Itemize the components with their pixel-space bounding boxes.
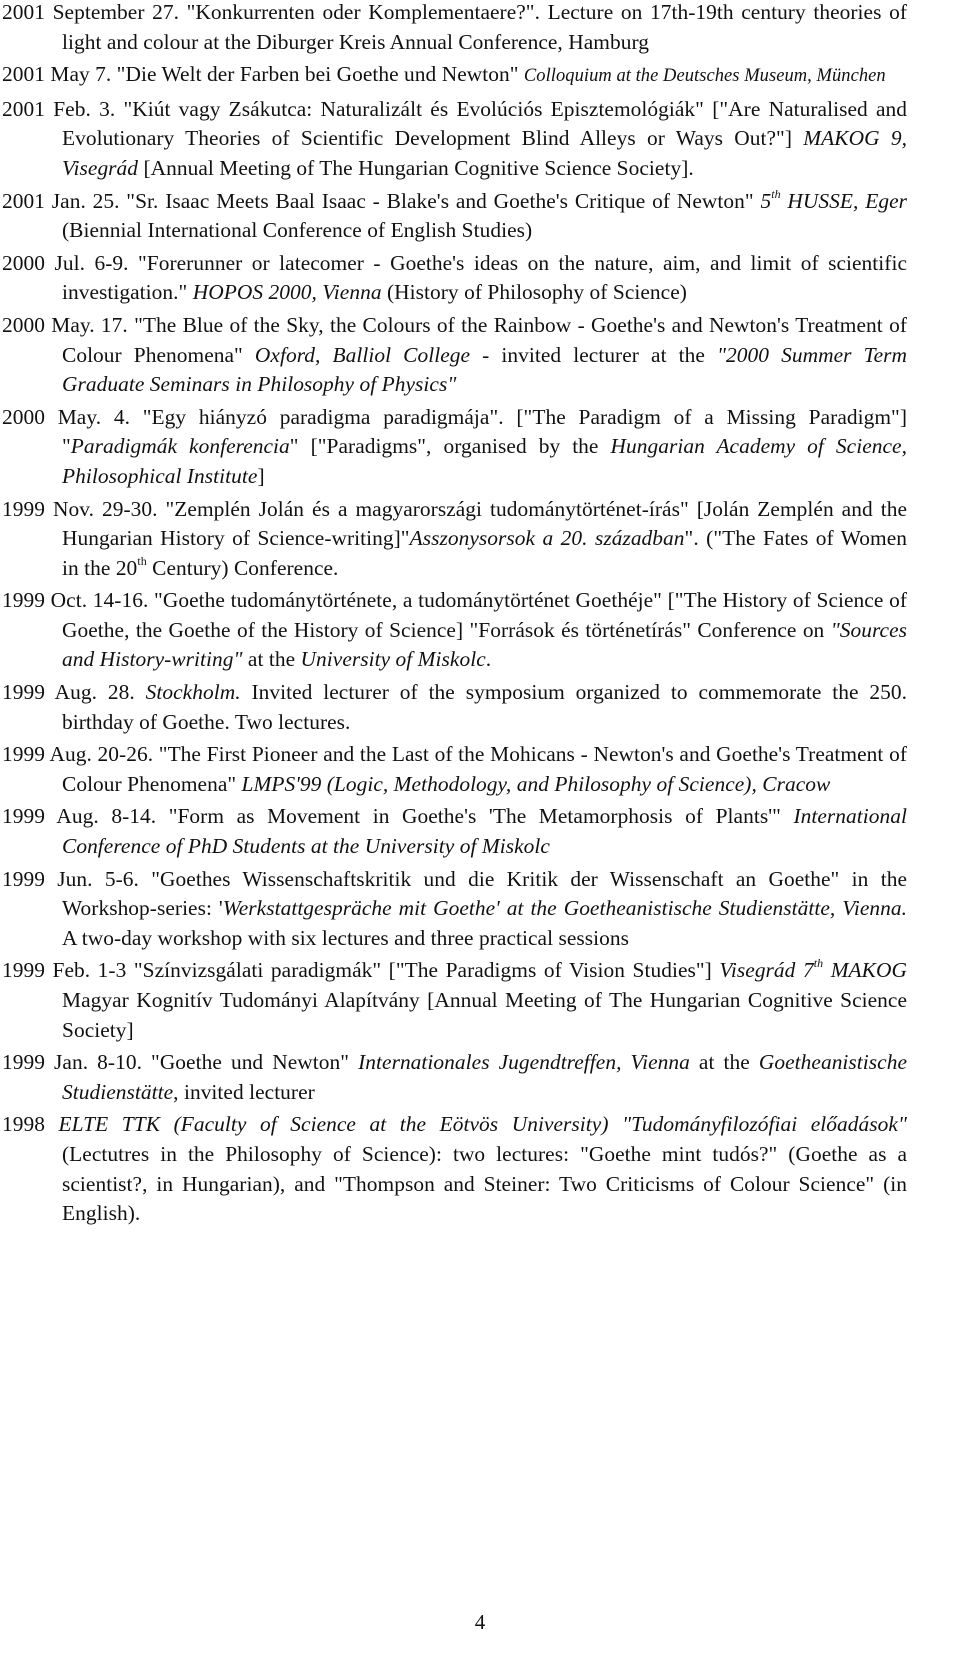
entry-text-segment: 1999 Aug. 8-14. "Form as Movement in Goethe's 'The Metamorphosis of Plants'" (2, 804, 794, 829)
entry-text-segment: , invited lecturer (173, 1079, 315, 1104)
entry-text-segment: MAKOG 9, Visegrád (62, 126, 907, 180)
entry-text-segment: Visegrád 7 (719, 958, 814, 983)
entry-text-segment: A two-day workshop with six lectures and three practical sessions (62, 925, 629, 950)
entry-text-segment: 1999 Jun. 5-6. "Goethes Wissenschaftskritik und die Kritik der Wissenschaft an Goethe" in the Workshop-series: ' (2, 866, 907, 921)
entry-text-segment: 2001 September 27. "Konkurrenten oder Komplementaere?". Lecture on 17th-19th century theories of light and colour at the Diburger Kreis Annual Conference, Hamburg (2, 0, 907, 54)
entry-text-segment: Asszonysorsok a 20. században (409, 526, 685, 551)
lecture-entry-2000-jul (2, 249, 907, 308)
entry-text-segment: at the (242, 647, 301, 672)
lecture-entry-2001-jan (2, 187, 907, 246)
entry-text-segment: [Annual Meeting of The Hungarian Cognitive Science Society]. (138, 155, 694, 180)
entry-text-segment: at the (689, 1050, 759, 1075)
entry-text-segment: International Conference of PhD Students at the University of Miskolc (62, 804, 907, 859)
entry-text-segment: University of Miskolc (300, 647, 486, 672)
lecture-list (2, 0, 907, 1232)
entry-text-segment: th (771, 186, 781, 201)
entry-text-segment: HOPOS 2000, Vienna (192, 280, 382, 305)
entry-text-segment: 2001 Jan. 25. "Sr. Isaac Meets Baal Isaac - Blake's and Goethe's Critique of Newton" (2, 188, 761, 213)
lecture-entry-1999-oct (2, 586, 907, 675)
entry-text-segment: th (813, 956, 824, 971)
entry-text-segment: 2000 Jul. 6-9. "Forerunner or latecomer - Goethe's ideas on the nature, aim, and limit of scientific investigation." (2, 250, 907, 305)
entry-text-segment: 2001 Feb. 3. "Kiút vagy Zsákutca: Naturalizált és Evolúciós Episztemológiák" ["Are Naturalised and Evolutionary Theories of Scientific Development Blind Alleys or Ways Out?"] (2, 96, 907, 151)
entry-text-segment: "2000 Summer Term Graduate Seminars in Philosophy of Physics" (62, 342, 907, 397)
entry-text-segment: 1998 (2, 1112, 59, 1137)
entry-text-segment: Oxford, Balliol College (254, 342, 471, 367)
lecture-entry-1999-feb (2, 956, 907, 1045)
lecture-entry-1998 (2, 1110, 907, 1228)
entry-text-segment: " ["Paradigms", organised by the (289, 434, 611, 459)
entry-text-segment: Goetheanistische Studienstätte (62, 1050, 907, 1104)
page-number: 4 (474, 1610, 486, 1634)
entry-text-segment: 1999 Aug. 28. (2, 680, 146, 705)
entry-text-segment: Internationales Jugendtreffen, Vienna (358, 1050, 690, 1075)
entry-text-segment: (History of Philosophy of Science) (381, 280, 687, 305)
entry-text-segment: 2001 May 7. "Die Welt der Farben bei Goethe und Newton" (2, 62, 524, 87)
entry-text-segment: LMPS'99 (Logic, Methodology, and Philosophy of Science), Cracow (241, 771, 831, 796)
entry-text-segment: 5 (760, 188, 772, 213)
lecture-entry-1999-aug8 (2, 802, 907, 861)
entry-text-segment: 1999 Oct. 14-16. "Goethe tudománytörténete, a tudománytörténet Goethéje" ["The History of Science of Goethe, the Goethe of the History of Science] "Források és történetírás" Conference on (2, 588, 907, 642)
entry-text-segment: - invited lecturer at the (470, 342, 718, 367)
lecture-entry-2001-may (2, 60, 907, 92)
entry-text-segment: Hungarian Academy of Science, Philosophical Institute (62, 434, 907, 488)
lecture-entry-2001-feb (2, 95, 907, 184)
entry-text-segment: MAKOG (823, 958, 907, 983)
entry-text-segment: 2000 May. 17. "The Blue of the Sky, the Colours of the Rainbow - Goethe's and Newton's Treatment of Colour Phenomena" (2, 312, 907, 367)
entry-text-segment: HUSSE, Eger (780, 188, 907, 213)
entry-text-segment: 1999 Nov. 29-30. "Zemplén Jolán és a magyarországi tudománytörténet-írás" [Jolán Zemplén and the Hungarian History of Science-writing]" (2, 496, 907, 551)
entry-text-segment: (Lectutres in the Philosophy of Science): two lectures: "Goethe mint tudós?" (Goethe as a scientist?, in Hungarian), and "Thompson and Steiner: Two Criticisms of Colour Science" (in English). (62, 1141, 907, 1226)
entry-text-segment: (Biennial International Conference of English Studies) (62, 218, 533, 243)
entry-text-segment: "Sources and History-writing" (62, 617, 907, 672)
lecture-entry-2000-may4 (2, 403, 907, 492)
entry-text-segment: Invited lecturer of the symposium organized to commemorate the 250. birthday of Goethe. Two lectures. (62, 680, 907, 734)
entry-text-segment: ] (257, 463, 265, 488)
lecture-entry-2001-sep (2, 0, 907, 57)
lecture-entry-1999-jun (2, 865, 907, 954)
entry-text-segment: 1999 Feb. 1-3 "Színvizsgálati paradigmák" ["The Paradigms of Vision Studies"] (2, 958, 720, 983)
entry-text-segment: 1999 Jan. 8-10. "Goethe und Newton" (2, 1050, 359, 1075)
lecture-entry-1999-aug28 (2, 678, 907, 737)
entry-text-segment: Paradigmák konferencia (70, 434, 290, 459)
entry-text-segment: th (137, 553, 147, 568)
lecture-entry-1999-jan (2, 1048, 907, 1107)
entry-text-segment: ELTE TTK (Faculty of Science at the Eötvös University) "Tudományfilozófiai előadások" (58, 1112, 907, 1137)
entry-text-segment: . (485, 647, 492, 672)
entry-text-segment: 2000 May. 4. "Egy hiányzó paradigma paradigmája". ["The Paradigm of a Missing Paradigm"] " (2, 404, 907, 459)
entry-text-segment: Colloquium at the Deutsches Museum, München (523, 66, 886, 87)
lecture-entry-1999-aug20 (2, 740, 907, 799)
entry-text-segment: Stockholm. (145, 680, 241, 705)
entry-text-segment: 1999 Aug. 20-26. "The First Pioneer and the Last of the Mohicans - Newton's and Goethe's Treatment of Colour Phenomena" (2, 742, 907, 796)
entry-text-segment: Magyar Kognitív Tudományi Alapítvány [Annual Meeting of The Hungarian Cognitive Science Society] (62, 988, 907, 1042)
lecture-entry-2000-may17 (2, 311, 907, 400)
lecture-entry-1999-nov (2, 495, 907, 584)
entry-text-segment: ". ("The Fates of Women in the 20 (62, 526, 907, 580)
entry-text-segment: Werkstattgespräche mit Goethe' at the Goetheanistische Studienstätte, Vienna. (222, 896, 907, 921)
entry-text-segment: Century) Conference. (146, 555, 339, 580)
